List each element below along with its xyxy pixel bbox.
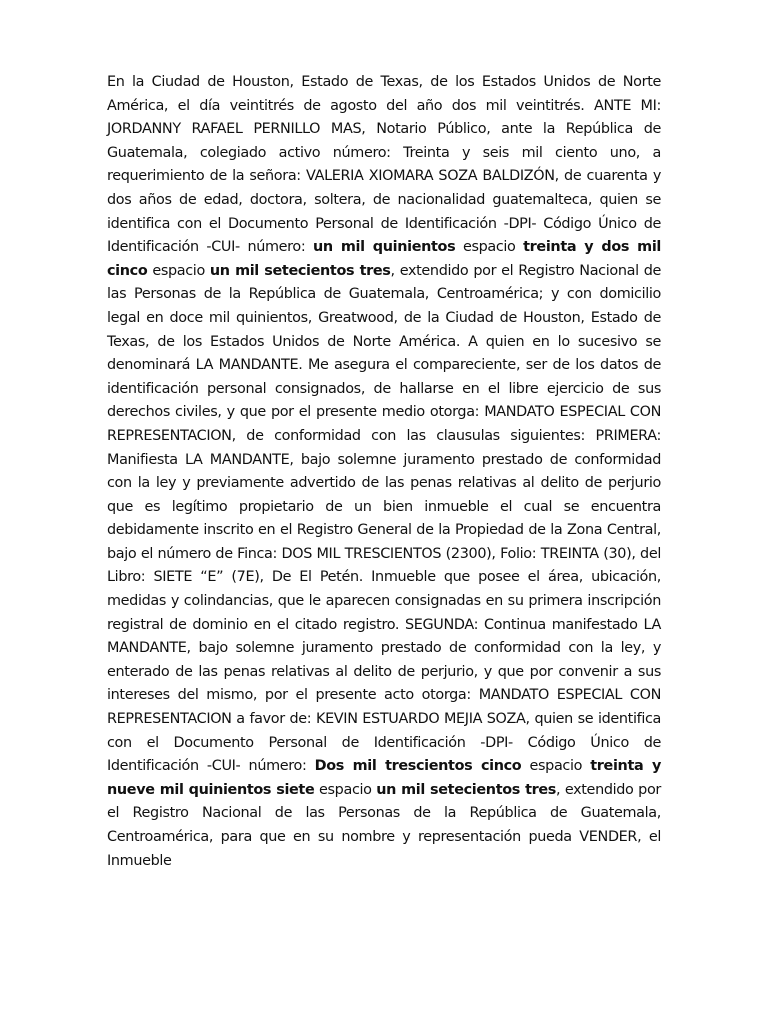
text-segment: espacio [314,781,377,798]
text-segment: En la Ciudad de Houston, Estado de Texas, de los Estados Unidos de Norte América, el día veintitrés de agosto del año dos mil veintitrés. ANTE MI: JORDANNY RAFAEL PERNILLO MAS, Notario Público, ante la República de Guatemala, colegiado activo número: Treinta y seis mil ciento uno, a requerimiento de la señora: VALERIA XIOMARA SOZA BALDIZÓN, de cuarenta y dos años de edad, doctora, soltera, de nacionalidad guatemalteca, quien se identifica con el Documento Personal de Identificación -DPI- Código Único de Identificación -CUI- número: [107,74,661,256]
bold-text-segment: un mil setecientos tres [376,781,556,798]
text-segment: espacio [147,262,210,279]
text-segment: espacio [455,239,524,256]
text-segment: , extendido por el Registro Nacional de las Personas de la República de Guatemala, Centroamérica, para que en su nombre y representación pueda VENDER, el Inmueble [107,781,661,869]
document-page [107,71,661,873]
bold-text-segment: un mil setecientos tres [209,262,391,279]
bold-text-segment: treinta y nueve mil quinientos siete [107,758,661,798]
text-segment: espacio [521,758,591,775]
bold-text-segment: Dos mil trescientos cinco [314,758,522,775]
body-paragraph [107,71,661,873]
bold-text-segment: treinta y dos mil cinco [107,239,661,279]
bold-text-segment: un mil quinientos [313,239,456,256]
text-segment: , extendido por el Registro Nacional de las Personas de la República de Guatemala, Centroamérica; y con domicilio legal en doce mil quinientos, Greatwood, de la Ciudad de Houston, Estado de Texas, de los Estados Unidos de Norte América. A quien en lo sucesivo se denominará LA MANDANTE. Me asegura el compareciente, ser de los datos de identificación personal consignados, de hallarse en el libre ejercicio de sus derechos civiles, y que por el presente medio otorga: MANDATO ESPECIAL CON REPRESENTACION, de conformidad con las clausulas siguientes: PRIMERA: Manifiesta LA MANDANTE, bajo solemne juramento prestado de conformidad con la ley y previamente advertido de las penas relativas al delito de perjurio que es legítimo propietario de un bien inmueble el cual se encuentra debidamente inscrito en el Registro General de la Propiedad de la Zona Central, bajo el número de Finca: DOS MIL TRESCIENTOS (2300), Folio: TREINTA (30), del Libro: SIETE “E” (7E), De El Petén. Inmueble que posee el área, ubicación, medidas y colindancias, que le aparecen consignadas en su primera inscripción registral de dominio en el citado registro. SEGUNDA: Continua manifestado LA MANDANTE, bajo solemne juramento prestado de conformidad con la ley, y enterado de las penas relativas al delito de perjurio, y que por convenir a sus intereses del mismo, por el presente acto otorga: MANDATO ESPECIAL CON REPRESENTACION a favor de: KEVIN ESTUARDO MEJIA SOZA, quien se identifica con el Documento Personal de Identificación -DPI- Código Único de Identificación -CUI- número: [107,262,661,775]
